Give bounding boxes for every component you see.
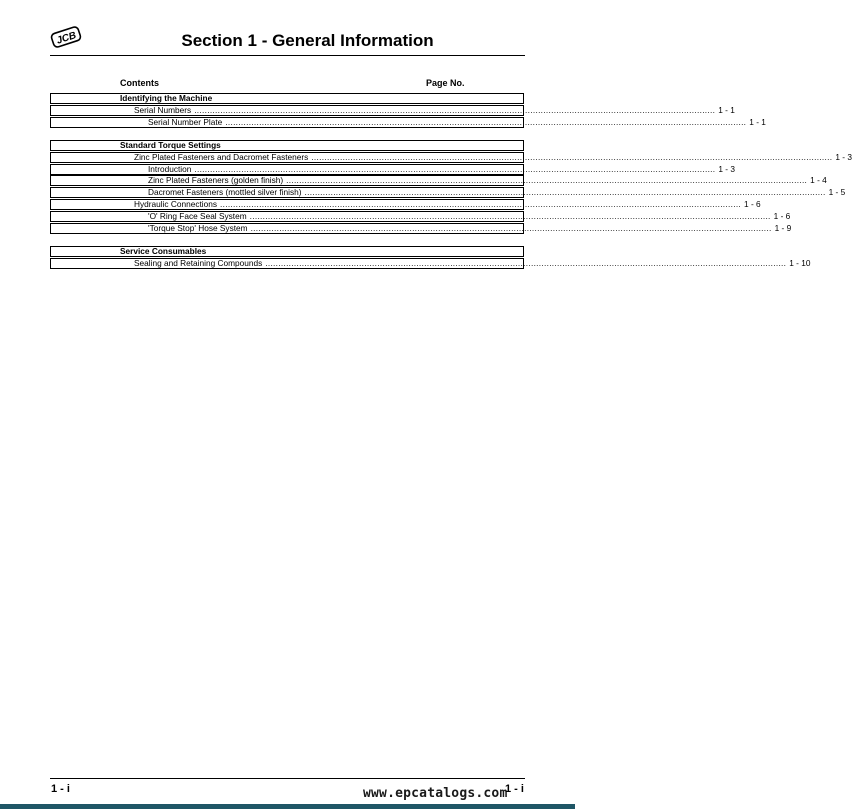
toc-entry-row[interactable] bbox=[50, 163, 735, 175]
toc-entry-page: 1 - 10 bbox=[789, 257, 811, 268]
svg-text:JCB: JCB bbox=[55, 30, 78, 47]
footer-page-number-right: 1 - i bbox=[505, 783, 524, 795]
toc-entry-row[interactable] bbox=[50, 116, 766, 128]
dot-leader: ........................................................................................................................................................................................................ bbox=[304, 187, 826, 198]
dot-leader: ........................................................................................................................................................................................................ bbox=[311, 151, 833, 162]
toc-entry-page: 1 - 5 bbox=[828, 187, 846, 198]
page-number-header: Page No. bbox=[426, 78, 465, 88]
bottom-band bbox=[0, 804, 575, 809]
toc-entry-label: Serial Number Plate bbox=[148, 116, 223, 127]
toc-entry-label: 'O' Ring Face Seal System bbox=[148, 210, 247, 221]
section-heading: Standard Torque Settings bbox=[120, 140, 221, 150]
dot-leader: ........................................................................................................................................................................................................ bbox=[225, 116, 747, 127]
title-divider bbox=[50, 55, 525, 56]
toc-entry-row[interactable] bbox=[50, 222, 792, 234]
section-heading: Identifying the Machine bbox=[120, 93, 213, 103]
toc-entry-label: 'Torque Stop' Hose System bbox=[148, 222, 248, 233]
toc-entry-page: 1 - 3 bbox=[835, 151, 852, 162]
toc-entry-label: Hydraulic Connections bbox=[134, 199, 218, 209]
section-heading-row bbox=[50, 140, 524, 151]
page-title: Section 1 - General Information bbox=[181, 31, 434, 50]
toc-entry-page: 1 - 1 bbox=[749, 116, 766, 127]
toc-entry-row[interactable] bbox=[50, 257, 811, 269]
section-heading: Service Consumables bbox=[120, 246, 207, 256]
section-heading-row bbox=[50, 93, 524, 104]
dot-leader: ........................................................................................................................................................................................................ bbox=[286, 175, 808, 186]
toc-entry-label: Zinc Plated Fasteners and Dacromet Fasteners bbox=[134, 151, 309, 162]
jcb-logo bbox=[50, 27, 82, 47]
toc-entry-label: Serial Numbers bbox=[134, 104, 192, 115]
toc-entry-page: 1 - 9 bbox=[774, 222, 792, 233]
toc-entry-label: Dacromet Fasteners (mottled silver finish) bbox=[148, 187, 302, 198]
toc-entry-row[interactable] bbox=[50, 151, 852, 163]
dot-leader: ........................................................................................................................................................................................................ bbox=[194, 163, 716, 174]
toc-entry-page: 1 - 1 bbox=[718, 104, 735, 115]
toc-entry-row[interactable] bbox=[50, 175, 827, 186]
footer-page-number: 1 - i bbox=[51, 783, 70, 795]
toc-entry-row[interactable] bbox=[50, 199, 761, 210]
toc-entry-row[interactable] bbox=[50, 104, 735, 116]
toc-entry-label: Introduction bbox=[148, 163, 192, 174]
toc-entry-label: Sealing and Retaining Compounds bbox=[134, 257, 263, 268]
toc-entry-page: 1 - 6 bbox=[773, 210, 791, 221]
toc-entry-label: Zinc Plated Fasteners (golden finish) bbox=[148, 175, 284, 186]
toc-entry-page: 1 - 4 bbox=[810, 175, 827, 186]
toc-entry-row[interactable] bbox=[50, 187, 846, 198]
contents-header: Contents bbox=[120, 78, 159, 88]
toc-entry-row[interactable] bbox=[50, 210, 791, 222]
toc-entry-page: 1 - 3 bbox=[718, 163, 735, 174]
dot-leader: ........................................................................................................................................................................................................ bbox=[250, 222, 772, 233]
dot-leader: ........................................................................................................................................................................................................ bbox=[220, 199, 742, 209]
toc-entry-page: 1 - 6 bbox=[744, 199, 761, 209]
dot-leader: ........................................................................................................................................................................................................ bbox=[265, 257, 787, 268]
footer-divider bbox=[50, 778, 525, 779]
dot-leader: ........................................................................................................................................................................................................ bbox=[194, 104, 716, 115]
dot-leader: ........................................................................................................................................................................................................ bbox=[249, 210, 771, 221]
section-heading-row bbox=[50, 246, 524, 257]
watermark: www.epcatalogs.com bbox=[363, 786, 508, 801]
